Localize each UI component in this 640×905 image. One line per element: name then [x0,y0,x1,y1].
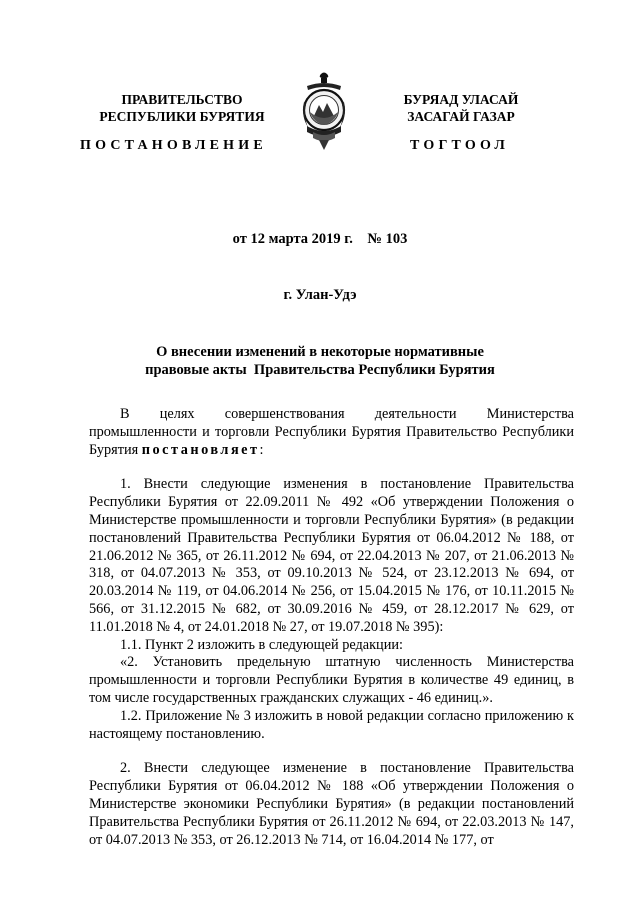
document-type-bur: ТОГТООЛ [410,138,510,153]
document-title-line2: правовые акты Правительства Республики Бурятия [145,362,495,378]
paragraph-preamble [89,406,574,459]
government-name-bur-line2: ЗАСАГАЙ ГАЗАР [407,109,515,124]
document-title [0,343,640,379]
paragraph-1: 1. Внести следующие изменения в постановление Правительства Республики Бурятия от 22.09.2011 № 492 «Об утверждении Положения о Министерстве промышленности и торговли Республики Бурятия» (в редакции постановлений Правительства Республики Бурятия от 06.04.2012 № 188, от 21.06.2012 № 365, от 26.11.2012 № 694, от 22.04.2013 № 207, от 21.06.2013 № 318, от 04.07.2013 № 353, от 09.10.2013 № 524, от 23.12.2013 № 694, от 20.03.2014 № 119, от 04.06.2014 № 256, от 15.04.2015 № 176, от 10.11.2015 № 566, от 31.12.2015 № 682, от 30.09.2016 № 459, от 28.12.2017 № 629, от 11.01.2018 № 4, от 24.01.2018 № 27, от 19.07.2018 № 395): [89,476,574,635]
paragraph-1-2: 1.2. Приложение № 3 изложить в новой редакции согласно приложению к настоящему постановлению. [89,707,574,742]
government-name-bur [374,91,548,125]
paragraph-quote: «2. Установить предельную штатную численность Министерства промышленности и торговли Республики Бурятия в количестве 49 единиц, в том числе государственных гражданских служащих - 46 единиц.». [89,654,574,706]
coat-of-arms-emblem [299,72,349,152]
government-name-ru-line1: ПРАВИТЕЛЬСТВО [121,92,243,107]
preamble-end: : [259,441,264,458]
preamble-text: В целях совершенствования деятельности Министерства промышленности и торговли Республики Бурятия Правительство Республики Бурятия [89,406,574,458]
document-type-ru: ПОСТАНОВЛЕНИЕ [80,138,267,153]
document-body [89,406,574,849]
paragraph-1-1: 1.1. Пункт 2 изложить в следующей редакции: [120,636,403,653]
government-name-bur-line1: БУРЯАД УЛАСАЙ [403,92,519,107]
paragraph-2: 2. Внести следующее изменение в постановление Правительства Республики Бурятия от 06.04.2012 № 188 «Об утверждении Положения о Министерстве экономики Республики Бурятия» (в редакции постановлений Правительства Республики Бурятия от 26.11.2012 № 694, от 22.03.2013 № 147, от 04.07.2013 № 353, от 26.12.2013 № 714, от 16.04.2014 № 177, от [89,760,574,848]
preamble-emphasis: постановляет [141,441,260,458]
city-line: г. Улан-Удэ [283,287,357,303]
government-name-ru [84,91,280,125]
document-title-line1: О внесении изменений в некоторые нормативные [156,344,484,360]
government-name-ru-line2: РЕСПУБЛИКИ БУРЯТИЯ [99,109,265,124]
date-and-number: от 12 марта 2019 г. № 103 [232,231,408,247]
